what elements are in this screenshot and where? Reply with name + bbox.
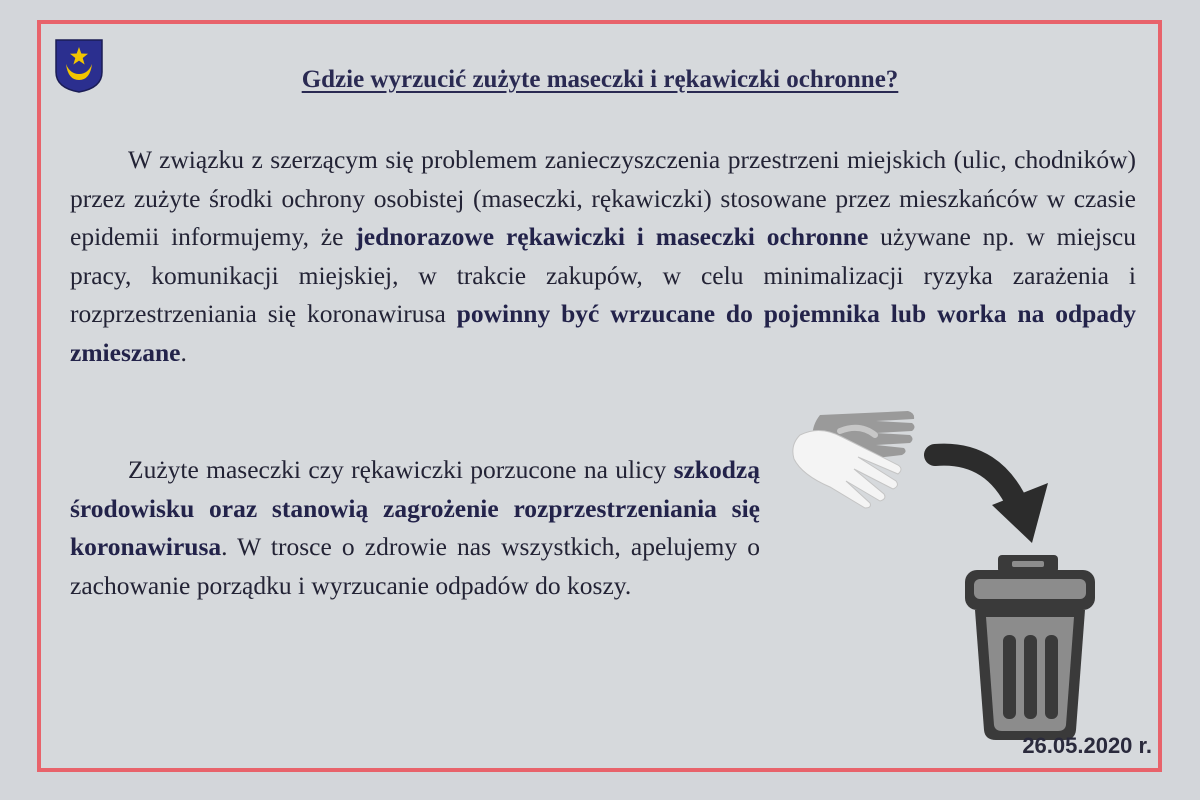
date-label: 26.05.2020 r. (1022, 733, 1152, 758)
curved-arrow-icon (935, 455, 1048, 543)
paragraph-2-text-a: Zużyte maseczki czy rękawiczki porzucone na ulicy (128, 455, 674, 484)
paragraph-1-bold-b: powinny być wrzucane do pojemnika lub worka na odpady zmieszane (70, 299, 1137, 367)
paragraph-1-text-b: używane np. w miejscu pracy, komunikacji miejskiej, w trakcie zakupów, w celu minimalizacji ryzyka zarażenia i rozprzestrzeniania się koronawirusa (70, 222, 1136, 329)
paragraph-1-bold-a: jednorazowe rękawiczki i maseczki ochronne (355, 222, 869, 252)
paragraph-2-text-b: . W trosce o zdrowie nas wszystkich, apelujemy o zachowanie porządku i wyrzucanie odpadów do koszy. (70, 532, 760, 600)
paragraph-2-bold-a: szkodzą środowisku oraz stanowią zagrożenie rozprzestrzeniania się koronawirusa (70, 455, 760, 562)
paragraph-1-text-a: W związku z szerzącym się problemem zanieczyszczenia przestrzeni miejskich (ulic, chodników) przez zużyte środki ochrony osobistej (maseczki, rękawiczki) stosowane przez mieszkańców w czasie epidemii informujemy, że (70, 145, 1136, 252)
trash-bin-icon (965, 555, 1095, 740)
gloves-icon (793, 411, 915, 508)
paragraph-1-text-c: . (180, 337, 187, 367)
paragraph-1 (70, 141, 1136, 373)
disposal-illustration (780, 395, 1120, 745)
page-title: Gdzie wyrzucić zużyte maseczki i rękawiczki ochronne? (301, 66, 899, 93)
paragraph-2 (70, 451, 760, 605)
